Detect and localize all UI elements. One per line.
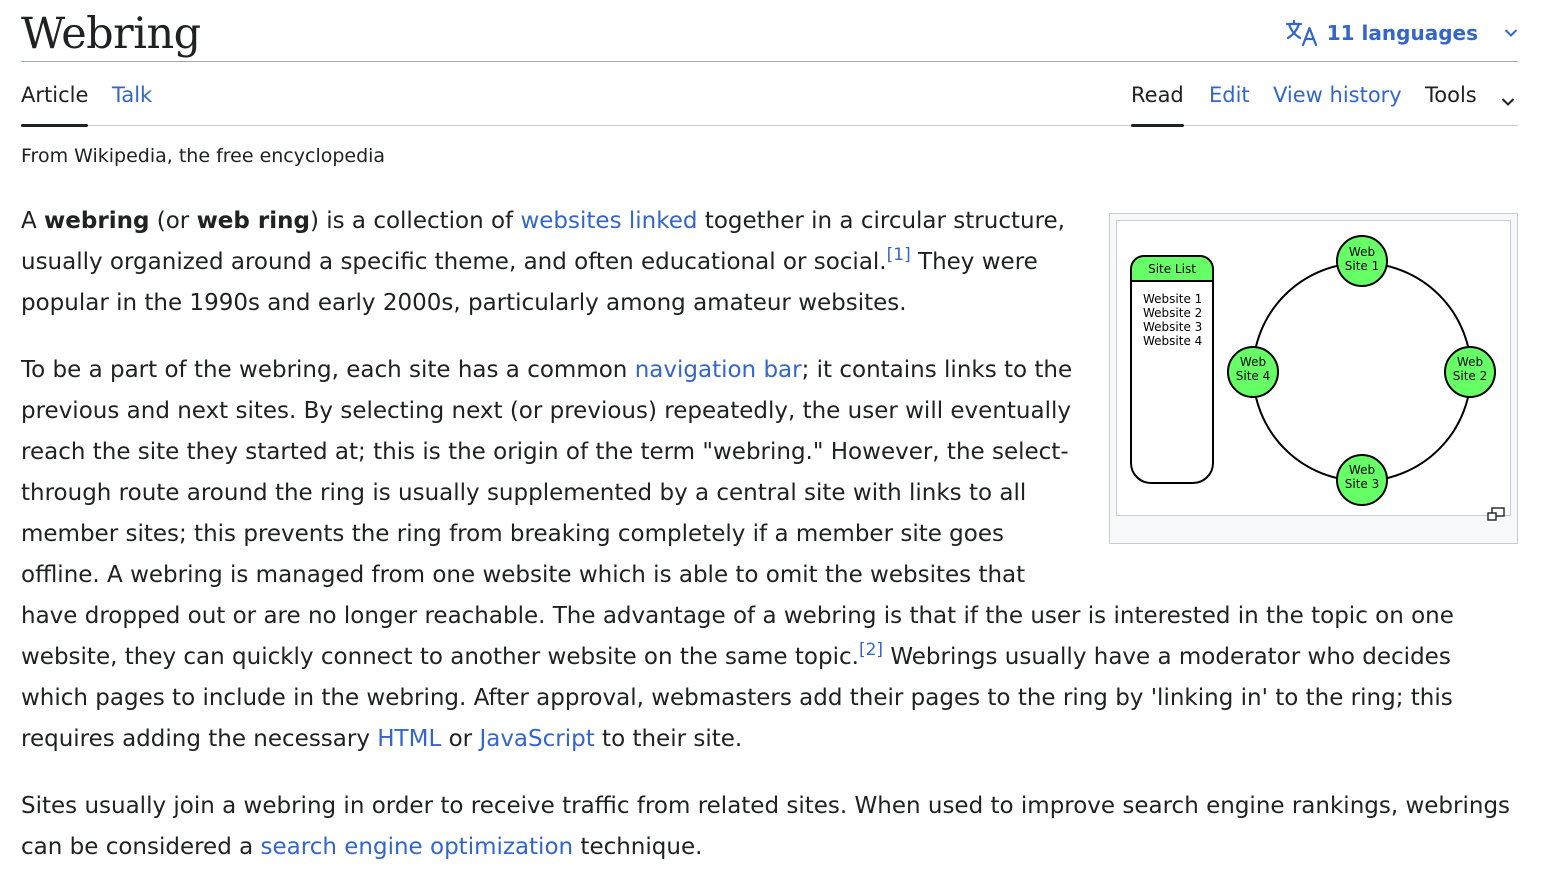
site-tagline: From Wikipedia, the free encyclopedia <box>21 145 386 167</box>
text: together in a circular structure, usually organized around a specific theme, and often educational or social. <box>21 208 1065 275</box>
chevron-down-icon <box>1504 28 1518 38</box>
text: (or <box>149 208 197 234</box>
tab-tools[interactable]: Tools <box>1425 83 1477 107</box>
page-tabs <box>21 62 1518 126</box>
svg-text:Web: Web <box>1456 355 1484 369</box>
site-list-title: Site List <box>1148 262 1196 276</box>
tab-talk[interactable]: Talk <box>112 83 153 107</box>
site-list-item: Website 3 <box>1143 320 1203 334</box>
tab-view-history[interactable]: View history <box>1273 83 1402 107</box>
page-title: Webring <box>21 9 201 59</box>
svg-text:Site 1: Site 1 <box>1344 259 1380 273</box>
svg-text:Web: Web <box>1348 245 1376 259</box>
text <box>622 208 629 234</box>
paragraph-traffic <box>21 786 1518 868</box>
tab-read[interactable]: Read <box>1131 83 1184 126</box>
tab-article[interactable]: Article <box>21 83 88 126</box>
webring-diagram[interactable] <box>1116 220 1511 516</box>
ring-node-2 <box>1445 347 1495 397</box>
bold-term: web ring <box>196 208 310 234</box>
text: ) is a collection of <box>309 208 521 234</box>
ring-node-4 <box>1228 347 1278 397</box>
svg-text:Site 4: Site 4 <box>1235 369 1271 383</box>
link-html[interactable]: HTML <box>377 726 442 752</box>
site-list-item: Website 2 <box>1143 306 1203 320</box>
site-list-item: Website 4 <box>1143 334 1203 348</box>
text: or <box>441 726 480 752</box>
link-linked[interactable]: linked <box>628 208 698 234</box>
link-search-engine-optimization[interactable]: search engine optimization <box>260 834 574 860</box>
languages-label: 11 languages <box>1326 21 1478 45</box>
text: Webrings usually have a moderator who decides which pages to include in the webring. After approval, webmasters add their pages to the ring by 'linking in' to the ring; this requires adding the necessary <box>21 644 1453 752</box>
text: Sites usually join a webring in order to receive traffic from related sites. When used to improve search engine rankings, webrings can be considered a <box>21 793 1511 860</box>
enlarge-icon[interactable] <box>1487 494 1505 535</box>
svg-text:Web: Web <box>1348 463 1376 477</box>
link-websites[interactable]: websites <box>520 208 622 234</box>
link-navigation-bar[interactable]: navigation bar <box>634 357 802 383</box>
svg-text:Web: Web <box>1239 355 1267 369</box>
site-list-box <box>1131 256 1213 483</box>
text: To be a part of the webring, each site has a common <box>21 357 635 383</box>
tab-edit[interactable]: Edit <box>1209 83 1250 107</box>
text: technique. <box>573 834 703 860</box>
chevron-down-icon[interactable] <box>1501 88 1515 112</box>
svg-text:Site 2: Site 2 <box>1452 369 1488 383</box>
text: ; it contains links to the previous and next sites. By selecting next (or previous) repeatedly, the user will eventually reach the site they started at; this is the origin of the term "webring." However, the select-through route around the ring is usually supplemented by a central site with links to all member sites; this prevents the ring from breaking completely if a member site goes offline. A webring is managed from one website which is able to omit the websites that have dropped out or are no longer reachable. The advantage of a webring is that if the user is interested in the topic on one website, they can quickly connect to another website on the same topic. <box>21 357 1454 670</box>
article-body <box>21 201 1518 894</box>
ring-node-3 <box>1337 455 1387 505</box>
svg-text:Site 3: Site 3 <box>1344 477 1380 491</box>
link-javascript[interactable]: JavaScript <box>479 726 595 752</box>
text: They were popular in the 1990s and early 2000s, particularly among amateur websites. <box>21 249 1038 316</box>
bold-term: webring <box>44 208 150 234</box>
ring-node-1 <box>1337 236 1387 286</box>
translate-icon <box>1285 19 1319 47</box>
reference-1[interactable]: [1] <box>886 245 911 265</box>
site-list-item: Website 1 <box>1143 292 1203 306</box>
ring-circle <box>1253 263 1471 481</box>
text: to their site. <box>594 726 743 752</box>
webring-figure <box>1109 213 1518 544</box>
language-button[interactable] <box>1285 16 1518 50</box>
reference-2[interactable]: [2] <box>858 640 884 660</box>
text: A <box>21 208 45 234</box>
title-bar <box>21 0 1518 62</box>
